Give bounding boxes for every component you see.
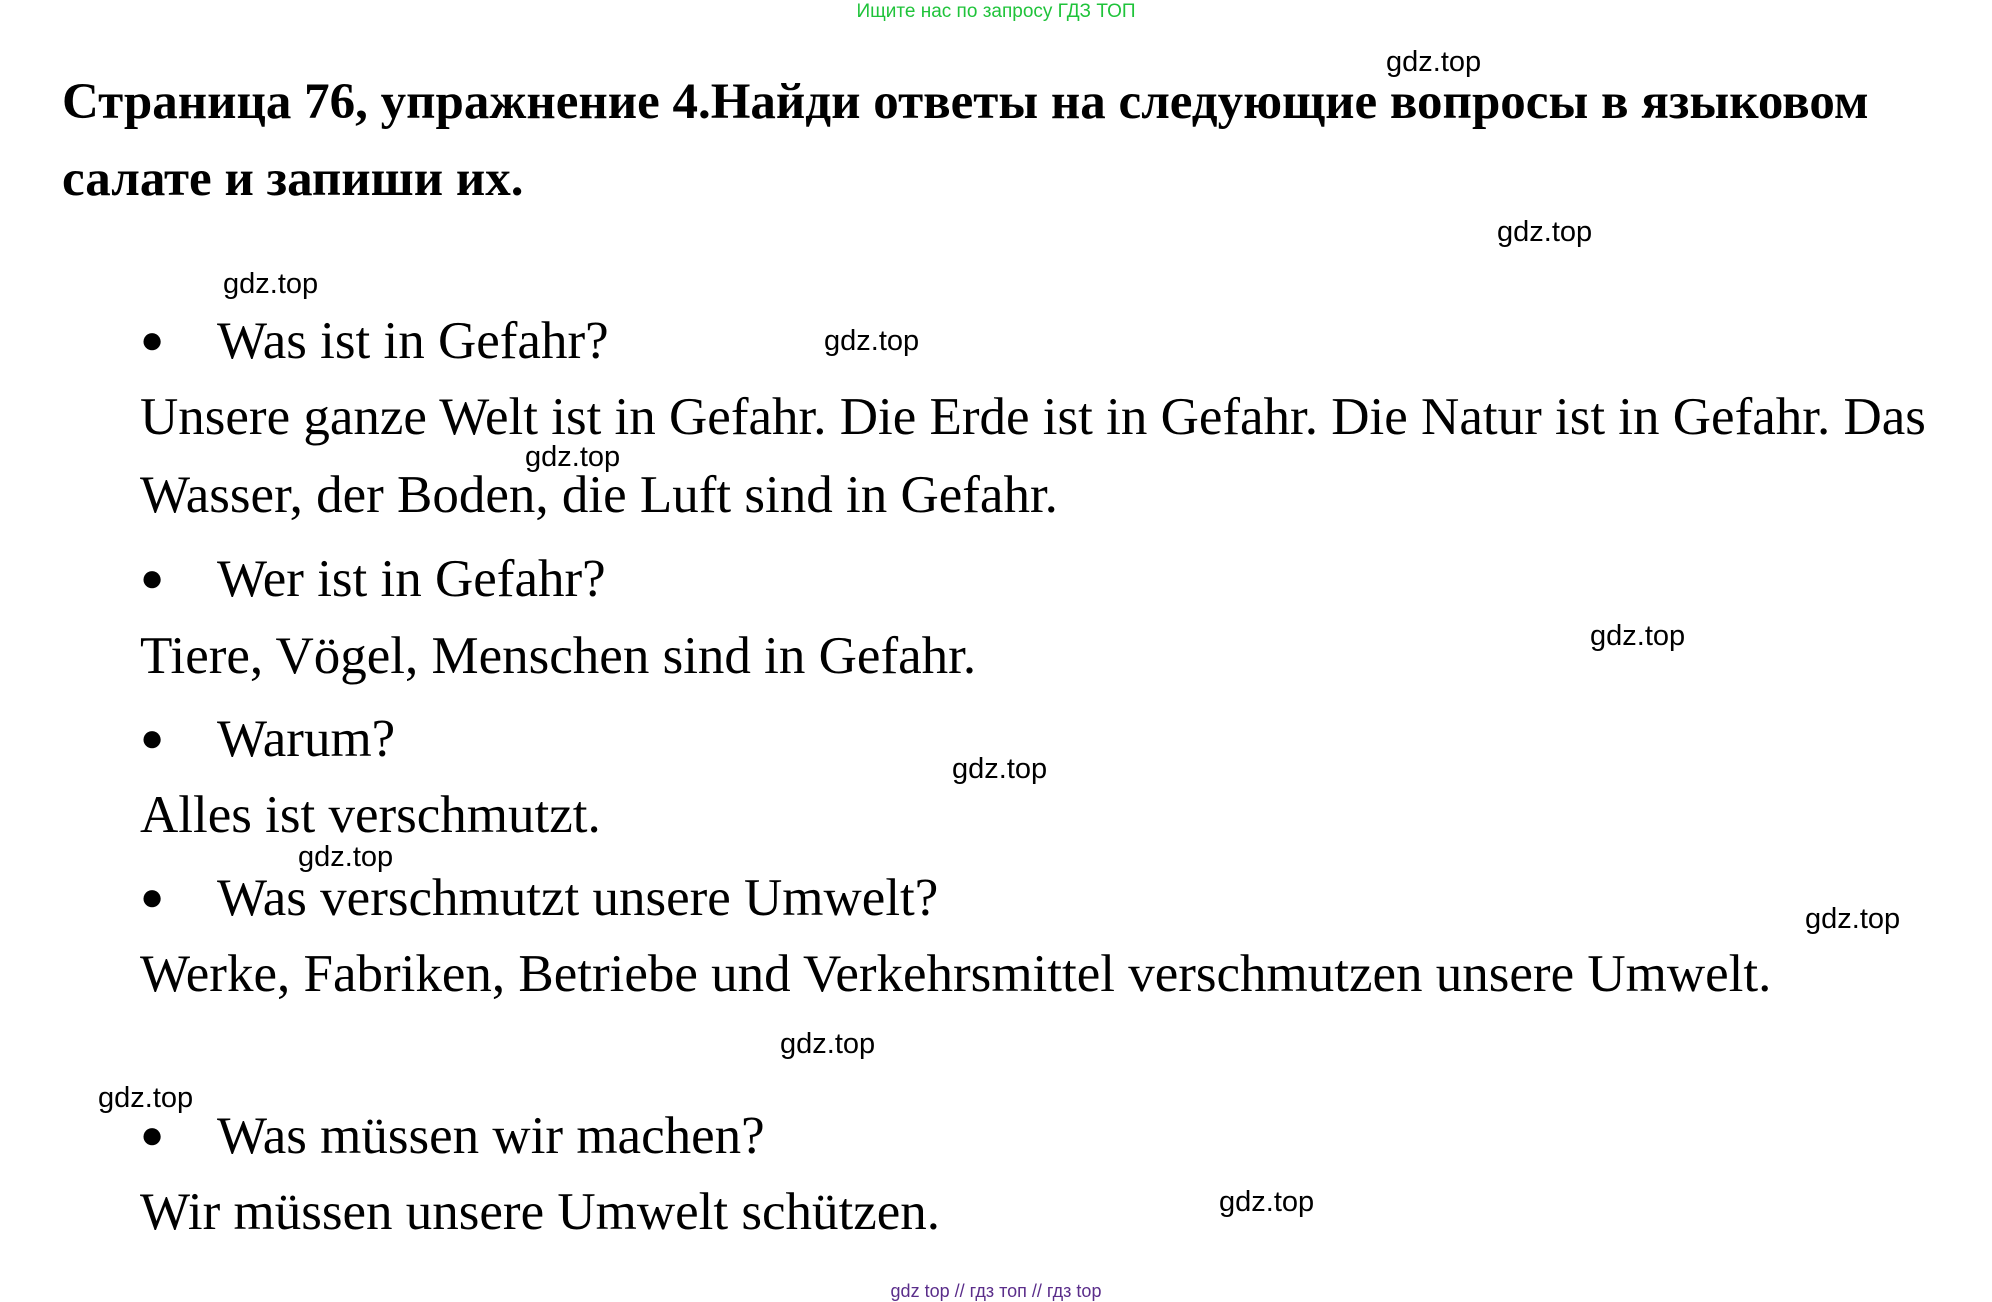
question-text: Warum? (217, 710, 396, 768)
watermark: gdz.top (525, 441, 621, 473)
watermark: gdz.top (952, 753, 1048, 785)
answer-5: Wir müssen unsere Umwelt schützen. (140, 1183, 941, 1241)
question-4 (140, 867, 938, 928)
bullet-icon: ● (140, 874, 165, 919)
answer-3: Alles ist verschmutzt. (140, 786, 601, 844)
watermark: gdz.top (223, 268, 319, 300)
bullet-icon: ● (140, 1112, 165, 1157)
bullet-icon: ● (140, 715, 165, 760)
question-2 (140, 548, 606, 609)
bullet-icon: ● (140, 317, 165, 362)
question-text: Was verschmutzt unsere Umwelt? (217, 869, 939, 927)
question-1 (140, 310, 609, 371)
answer-2: Tiere, Vögel, Menschen sind in Gefahr. (140, 627, 977, 685)
question-text: Wer ist in Gefahr? (217, 550, 606, 608)
question-3 (140, 708, 395, 769)
watermark: gdz.top (780, 1028, 876, 1060)
watermark: gdz.top (1590, 620, 1686, 652)
footer: gdz top // гдз топ // гдз top (890, 1281, 1102, 1301)
watermark: gdz.top (824, 325, 920, 357)
bullet-icon: ● (140, 555, 165, 600)
question-5 (140, 1105, 765, 1166)
watermark: gdz.top (1497, 216, 1593, 248)
question-text: Was ist in Gefahr? (217, 312, 609, 370)
watermark: gdz.top (98, 1082, 194, 1114)
watermark: gdz.top (298, 841, 394, 873)
answer-1: Unsere ganze Welt ist in Gefahr. Die Erde ist in Gefahr. Die Natur ist in Gefahr. Das Wasser, der Boden, die Luft sind in Gefahr. (140, 388, 1926, 524)
watermark: gdz.top (1219, 1186, 1315, 1218)
watermark: gdz.top (1805, 903, 1901, 935)
question-text: Was müssen wir machen? (217, 1107, 765, 1165)
page-title: Страница 76, упражнение 4.Найди ответы на следующие вопросы в языковом салате и запиши их. (62, 74, 1869, 207)
answer-4: Werke, Fabriken, Betriebe und Verkehrsmittel verschmutzen unsere Umwelt. (140, 945, 1772, 1003)
watermark: gdz.top (1386, 46, 1482, 78)
top-banner: Ищите нас по запросу ГДЗ ТОП (856, 1, 1136, 22)
